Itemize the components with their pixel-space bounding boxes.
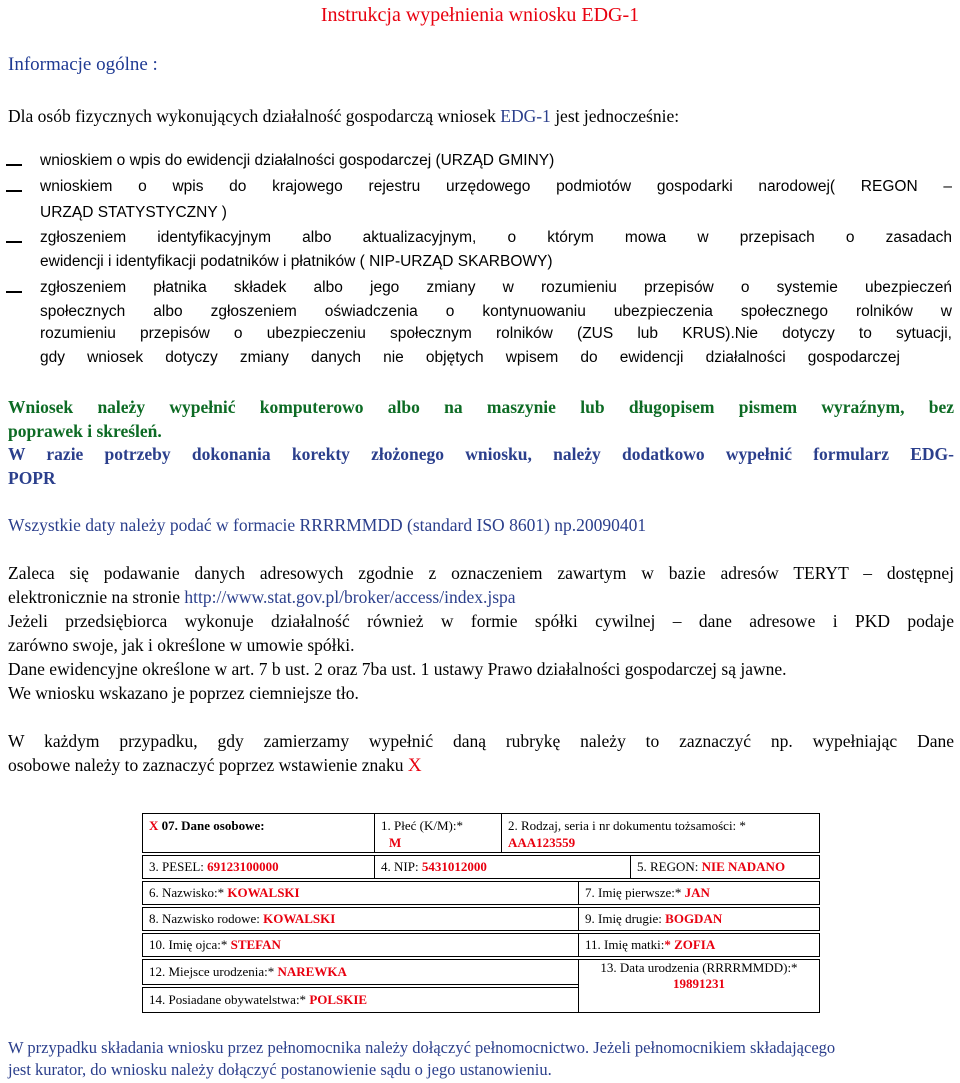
example-intro-line2 [8,753,954,778]
field-sex[interactable] [374,813,502,853]
form-section-header [142,813,375,853]
x-mark-example: X [407,755,422,776]
field-regon[interactable] [630,855,820,879]
intro-text: Dla osób fizycznych wykonujących działalność gospodarczą wniosek [8,106,501,126]
field-surname[interactable] [142,881,579,905]
intro-text-after: jest jednocześnie: [550,106,680,126]
field-nip[interactable] [374,855,631,879]
bullet-dash [6,190,22,192]
field-nip-label: 4. NIP: [381,859,422,874]
field-surname-value: KOWALSKI [227,885,300,900]
teryt-link[interactable]: http://www.stat.gov.pl/broker/access/index.jspa [184,587,516,607]
field-father-name[interactable] [142,933,579,957]
bullet-dash [6,241,22,243]
green-note-line2: poprawek i skreśleń. [8,421,162,441]
general-info-heading: Informacje ogólne : [8,54,158,75]
bullet-dash [6,164,22,166]
green-note-line1: Wniosek należy wypełnić komputerowo albo na maszynie lub długopisem pismem wyraźnym, bez [8,397,954,417]
field-surname-label: 6. Nazwisko:* [149,885,228,900]
bullet-dash [6,291,22,293]
intro-paragraph [8,104,679,128]
dates-format-note: Wszystkie daty należy podać w formacie RRRRMMDD (standard ISO 8601) np.20090401 [8,515,647,535]
field-father-name-value: STEFAN [230,937,281,952]
example-intro-line1: W każdym przypadku, gdy zamierzamy wypełnić daną rubrykę należy to zaznaczyć np. wypełniając Dane [8,731,954,751]
bullet-item-1: wnioskiem o wpis do ewidencji działalności gospodarczej (URZĄD GMINY) [40,152,555,169]
field-regon-value: NIE NADANO [701,859,786,874]
field-id-document-label: 2. Rodzaj, seria i nr dokumentu tożsamości: * [508,818,746,833]
page-title: Instrukcja wypełnienia wniosku EDG-1 [320,4,640,26]
section-x-mark: X [149,818,159,833]
field-birth-date-value: 19891231 [673,976,725,991]
field-id-document-value: AAA123559 [508,835,576,850]
field-maiden-name[interactable] [142,907,579,931]
field-maiden-name-value: KOWALSKI [263,911,336,926]
teryt-paragraph [8,561,954,609]
spolka-paragraph [8,609,954,657]
footer-note-line2: jest kurator, do wniosku należy dołączyć postanowienie sądu o jego ustanowieniu. [8,1060,552,1079]
example-intro [8,729,954,778]
field-pesel-label: 3. PESEL: [149,859,208,874]
correction-note [8,442,954,490]
spolka-line1: Jeżeli przedsiębiorca wykonuje działalność również w formie spółki cywilnej – dane adresowe i PKD podaje [8,611,954,631]
bullet-item-2-line1: wnioskiem o wpis do krajowego rejestru urzędowego podmiotów gospodarki narodowej( REGON – [40,178,952,195]
field-sex-label: 1. Płeć (K/M):* [381,818,463,833]
teryt-line1: Zaleca się podawanie danych adresowych zgodnie z oznaczeniem zawartym w bazie adresów TERYT – dostępnej [8,563,954,583]
field-pesel[interactable] [142,855,375,879]
field-id-document[interactable] [501,813,820,853]
bullet-item-4-line1: zgłoszeniem płatnika składek albo jego zmiany w rozumieniu przepisów o systemie ubezpieczeń [40,279,952,296]
field-second-name-label: 9. Imię drugie: [585,911,666,926]
field-birth-place-value: NAREWKA [277,964,347,979]
bullet-item-4-line2: społecznych albo zgłoszeniem oświadczenia o kontynuowaniu ubezpieczenia społecznego rolników w [40,303,952,320]
field-first-name[interactable] [578,881,820,905]
correction-note-line1: W razie potrzeby dokonania korekty złożonego wniosku, należy dodatkowo wypełnić formularz EDG- [8,444,954,464]
section-label: 07. Dane osobowe: [158,818,265,833]
field-nip-value: 5431012000 [421,859,487,874]
intro-highlight: EDG-1 [500,106,551,126]
field-sex-value: M [389,835,402,850]
field-second-name-value: BOGDAN [665,911,723,926]
field-mother-name-value: * ZOFIA [664,937,716,952]
field-father-name-label: 10. Imię ojca:* [149,937,231,952]
field-regon-label: 5. REGON: [637,859,702,874]
bullet-item-2-line2: URZĄD STATYSTYCZNY ) [40,204,227,221]
field-second-name[interactable] [578,907,820,931]
green-note [8,395,954,443]
field-citizenship-label: 14. Posiadane obywatelstwa:* [149,992,310,1007]
bullet-item-3-line1: zgłoszeniem identyfikacyjnym albo aktualizacyjnym, o którym mowa w przepisach o zasadach [40,229,952,246]
teryt-line2-text: elektronicznie na stronie [8,587,185,607]
field-first-name-label: 7. Imię pierwsze:* [585,885,685,900]
ciemne-note: We wniosku wskazano je poprzez ciemniejsze tło. [8,683,359,703]
footer-note-line1: W przypadku składania wniosku przez pełnomocnika należy dołączyć pełnomocnictwo. Jeżeli pełnomocnikiem składającego [8,1038,836,1057]
field-birth-date[interactable] [578,959,820,1013]
field-pesel-value: 69123100000 [207,859,279,874]
field-mother-name[interactable] [578,933,820,957]
field-maiden-name-label: 8. Nazwisko rodowe: [149,911,264,926]
field-citizenship-value: POLSKIE [309,992,368,1007]
footer-note [8,1037,958,1081]
jawne-note: Dane ewidencyjne określone w art. 7 b ust. 2 oraz 7ba ust. 1 ustawy Prawo działalności gospodarczej są jawne. [8,659,787,679]
teryt-line2 [8,585,954,609]
field-citizenship[interactable] [142,987,579,1013]
bullet-item-4-line4: gdy wniosek dotyczy zmiany danych nie objętych wpisem do ewidencji działalności gospodarczej [40,349,900,366]
spolka-line2: zarówno swoje, jak i określone w umowie spółki. [8,635,355,655]
field-first-name-value: JAN [684,885,710,900]
field-birth-date-label: 13. Data urodzenia (RRRRMMDD):* [600,960,798,975]
field-birth-place[interactable] [142,959,579,985]
field-birth-place-label: 12. Miejsce urodzenia:* [149,964,278,979]
bullet-item-4-line3: rozumieniu przepisów o ubezpieczeniu społecznym rolników (ZUS lub KRUS).Nie dotyczy to sytuacji, [40,325,952,342]
field-mother-name-label: 11. Imię matki: [585,937,665,952]
bullet-item-3-line2: ewidencji i identyfikacji podatników i płatników ( NIP-URZĄD SKARBOWY) [40,253,553,270]
example-intro-line2-text: osobowe należy to zaznaczyć poprzez wstawienie znaku [8,755,408,775]
correction-note-line2: POPR [8,468,56,488]
